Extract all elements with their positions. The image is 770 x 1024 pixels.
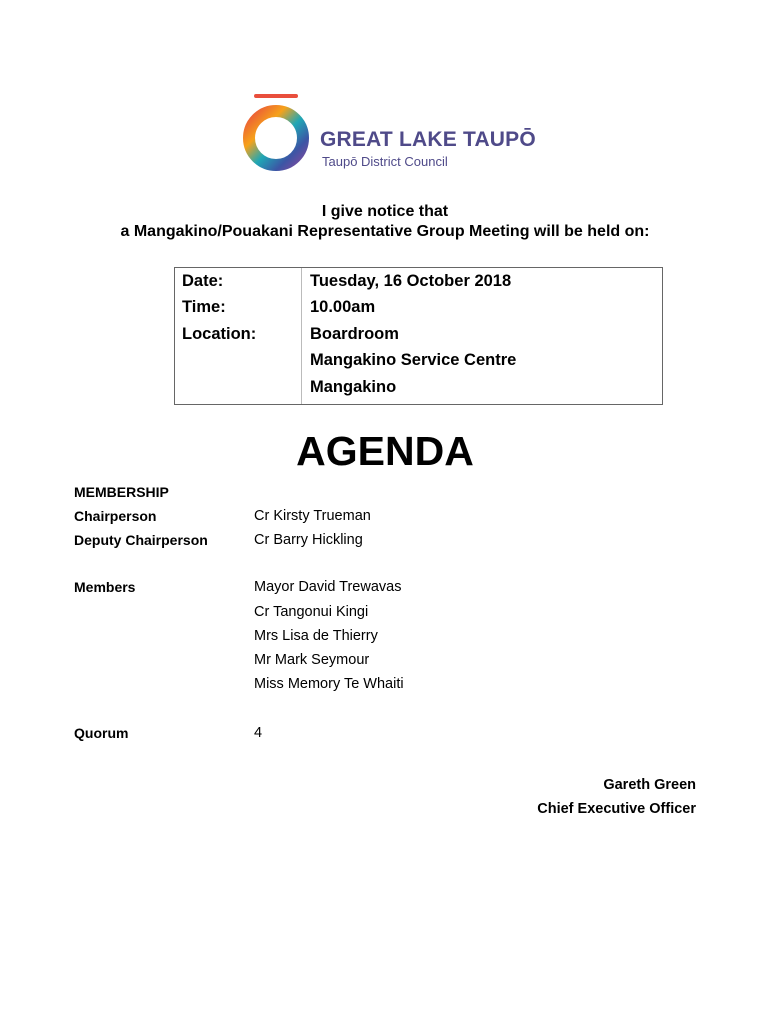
time-label: Time:	[182, 298, 226, 316]
chairperson-label: Chairperson	[74, 508, 157, 524]
agenda-title: AGENDA	[296, 428, 474, 474]
members-label: Members	[74, 579, 136, 595]
logo-subtitle: Taupō District Council	[322, 154, 448, 169]
deputy-chairperson-name: Cr Barry Hickling	[254, 532, 363, 548]
signatory-title: Chief Executive Officer	[537, 801, 696, 817]
logo-ring-icon	[236, 92, 316, 174]
location-line: Mangakino	[310, 378, 397, 396]
logo-title: GREAT LAKE TAUPŌ	[320, 128, 536, 151]
member-name: Mrs Lisa de Thierry	[254, 628, 378, 644]
member-name: Mr Mark Seymour	[254, 652, 370, 668]
membership-heading: MEMBERSHIP	[74, 484, 169, 500]
location-line: Mangakino Service Centre	[310, 351, 517, 369]
member-name: Mayor David Trewavas	[254, 579, 402, 595]
deputy-chairperson-label: Deputy Chairperson	[74, 532, 208, 548]
member-name: Cr Tangonui Kingi	[254, 604, 369, 620]
time-value: 10.00am	[310, 298, 376, 316]
council-logo	[236, 92, 546, 174]
details-divider	[301, 268, 302, 404]
chairperson-name: Cr Kirsty Trueman	[254, 508, 371, 524]
notice-line-2: a Mangakino/Pouakani Representative Group Meeting will be held on:	[120, 223, 650, 240]
date-label: Date:	[182, 272, 224, 290]
date-value: Tuesday, 16 October 2018	[310, 272, 512, 290]
location-line: Boardroom	[310, 325, 399, 343]
quorum-value: 4	[254, 725, 263, 741]
member-name: Miss Memory Te Whaiti	[254, 676, 404, 692]
notice-line-1: I give notice that	[321, 203, 449, 220]
signatory-name: Gareth Green	[603, 777, 696, 793]
location-label: Location:	[182, 325, 257, 343]
quorum-label: Quorum	[74, 725, 129, 741]
meeting-details-box	[174, 267, 663, 405]
